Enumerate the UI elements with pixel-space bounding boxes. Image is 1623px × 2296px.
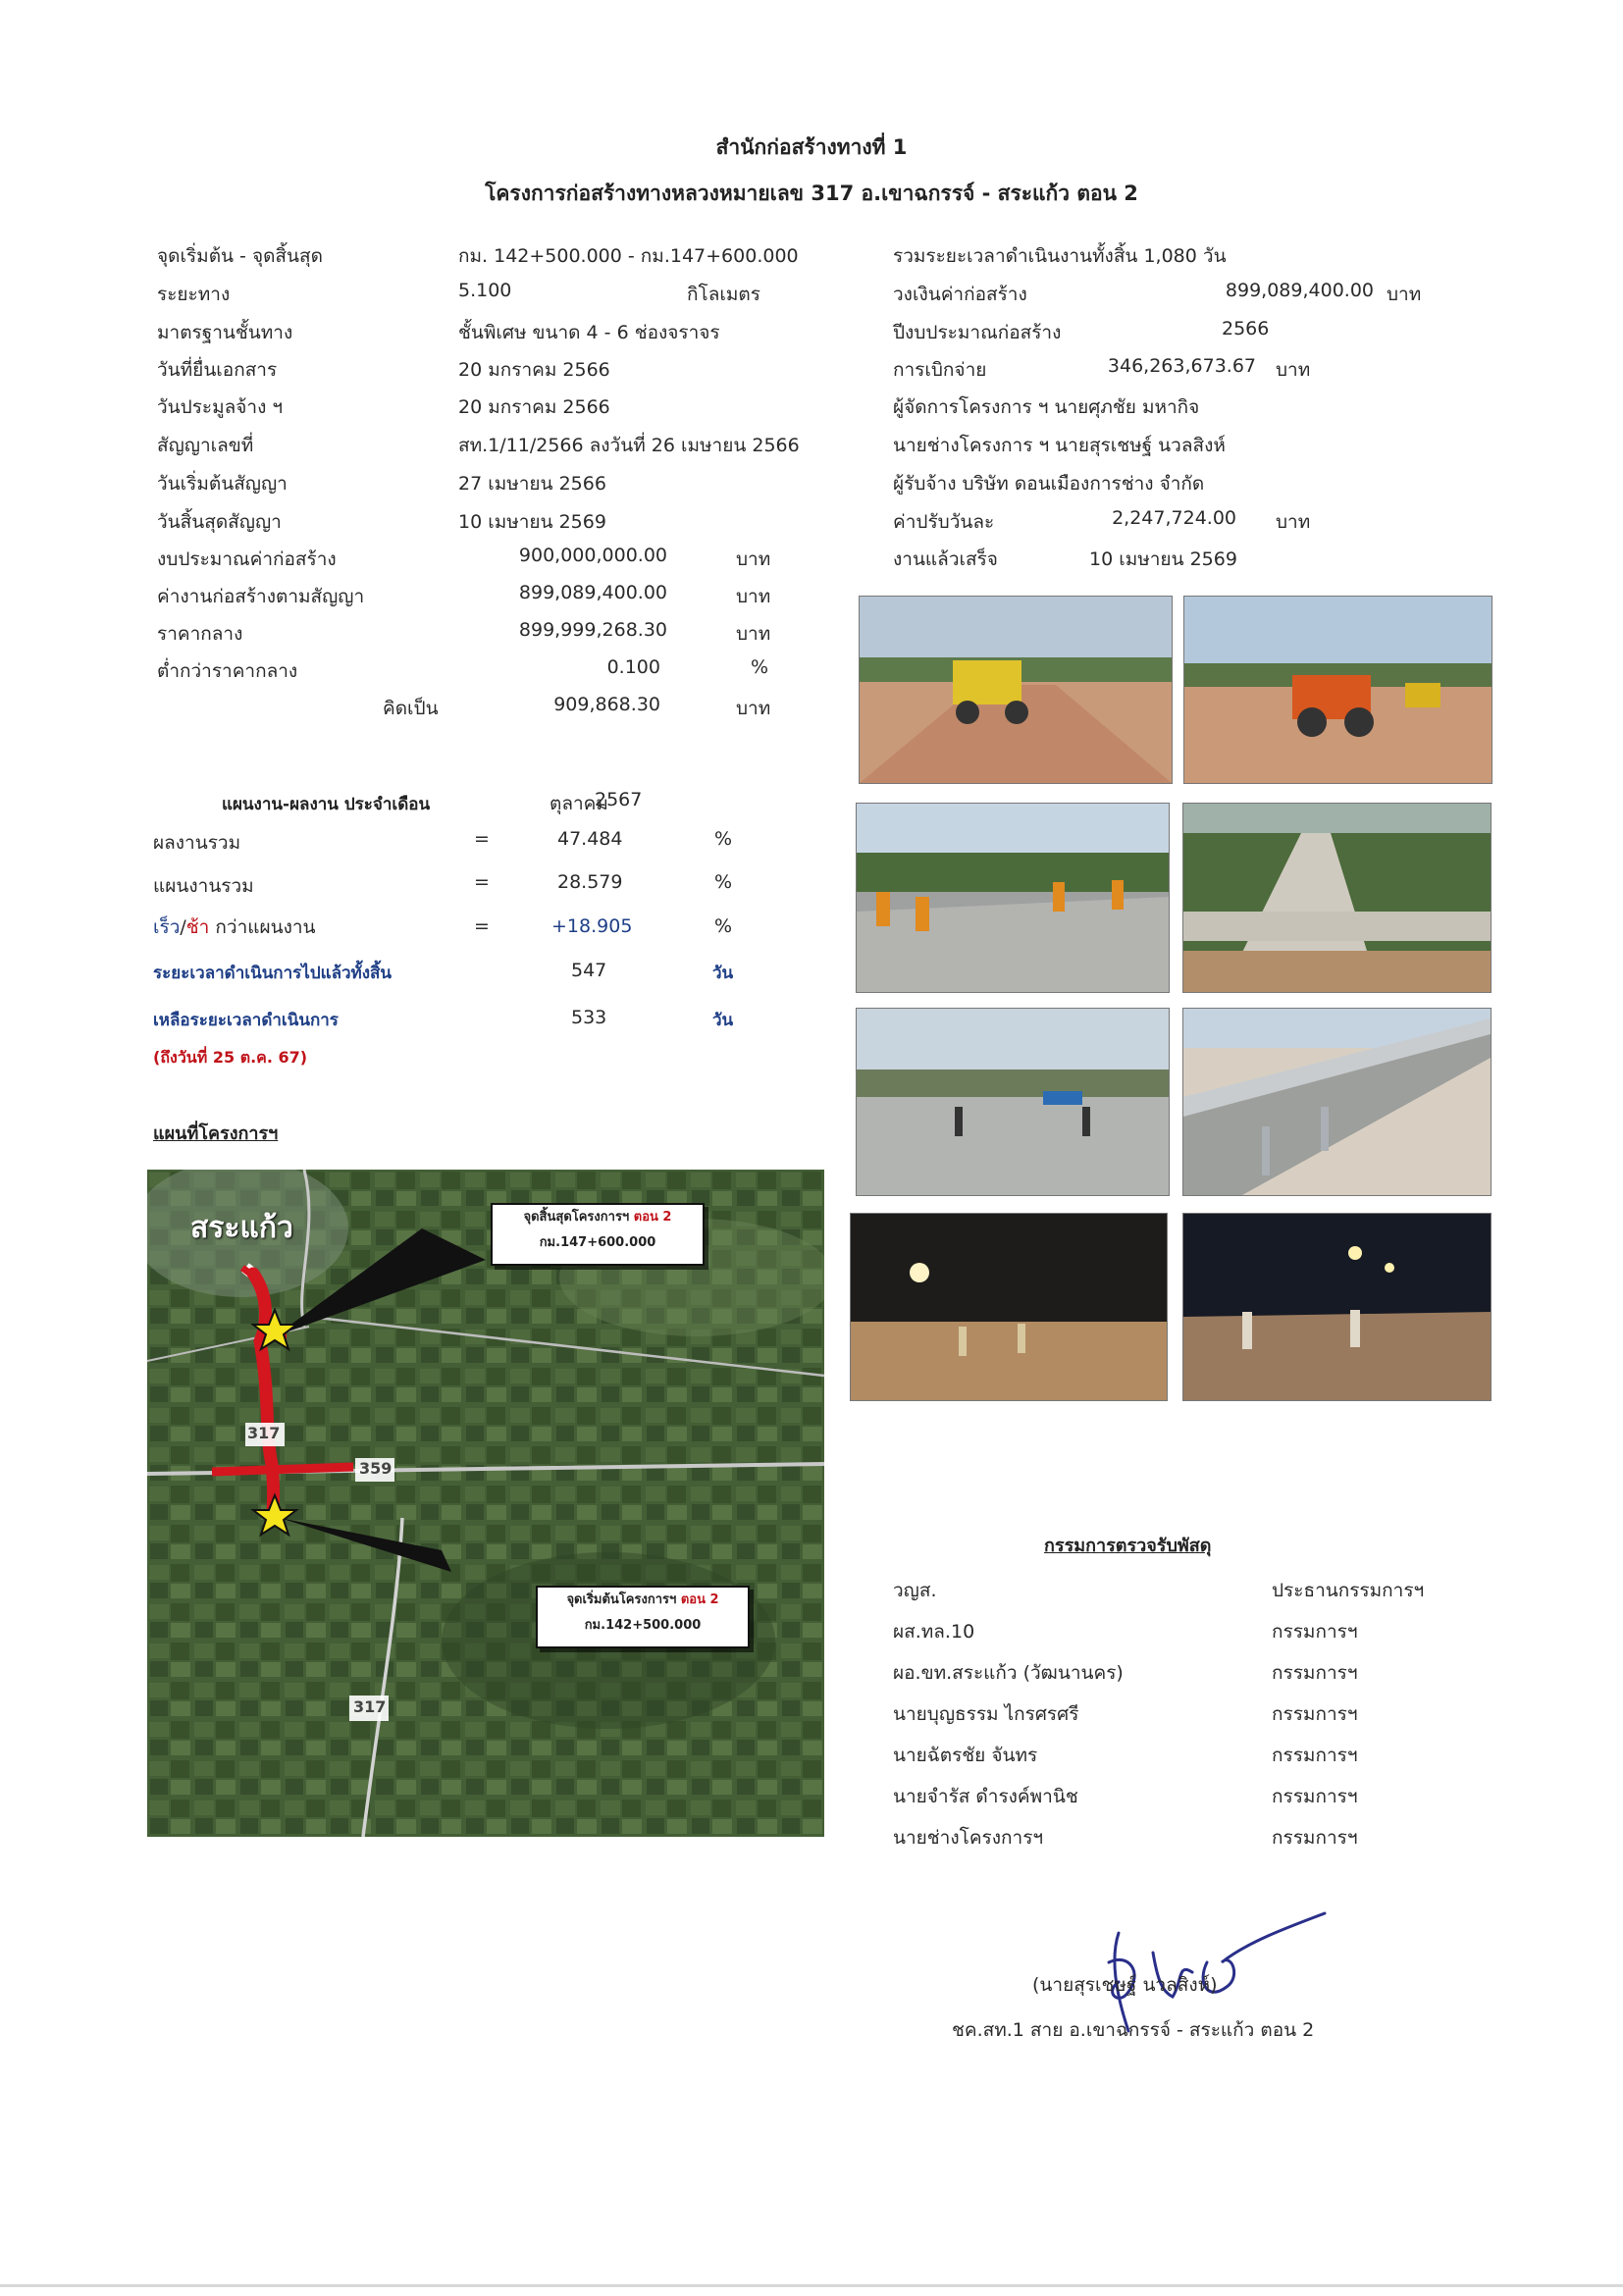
- committee-member-name: นายจำรัส ดำรงค์พานิช: [893, 1786, 1078, 1807]
- unit-remaining: วัน: [712, 1011, 734, 1030]
- value-standard: ชั้นพิเศษ ขนาด 4 - 6 ช่องจราจร: [458, 322, 720, 343]
- committee-member-role: กรรมการฯ: [1272, 1786, 1358, 1807]
- start-point-section: ตอน 2: [680, 1592, 719, 1607]
- committee-member-role: กรรมการฯ: [1272, 1662, 1358, 1684]
- label-start-end: จุดเริ่มต้น - จุดสิ้นสุด: [157, 245, 323, 267]
- unit-actual: %: [714, 828, 733, 850]
- value-budget: 900,000,000.00: [518, 545, 667, 566]
- label-plan: แผนงานรวม: [153, 875, 254, 897]
- site-photo-night-work: [850, 1213, 1168, 1401]
- label-elapsed: ระยะเวลาดำเนินการไปแล้วทั้งสิ้น: [153, 964, 393, 983]
- unit-budget: บาท: [736, 548, 771, 570]
- unit-median-price: บาท: [736, 623, 771, 645]
- value-construction-budget: 899,089,400.00: [1225, 280, 1374, 301]
- value-contract-no: สท.1/11/2566 ลงวันที่ 26 เมษายน 2566: [458, 435, 800, 456]
- label-distance: ระยะทาง: [157, 284, 231, 305]
- unit-distance: กิโลเมตร: [687, 284, 760, 305]
- site-photo-bridge-deck: [856, 1008, 1170, 1196]
- signatory-name: (นายสุรเชษฐ์ นวลสิงห์): [1032, 1974, 1218, 1996]
- route-shield-359: 359: [359, 1459, 393, 1478]
- signatory-position: ชค.สท.1 สาย อ.เขาฉกรรจ์ - สระแก้ว ตอน 2: [952, 2019, 1315, 2041]
- value-remaining: 533: [571, 1007, 607, 1028]
- unit-daily-fine: บาท: [1276, 511, 1311, 533]
- committee-member-role: กรรมการฯ: [1272, 1621, 1358, 1643]
- value-contract-end: 10 เมษายน 2569: [458, 511, 606, 533]
- label-ahead-behind: [153, 913, 316, 942]
- start-point-callout: [536, 1586, 750, 1648]
- value-submit-date: 20 มกราคม 2566: [458, 359, 610, 381]
- unit-contract-value: บาท: [736, 586, 771, 607]
- unit-construction-budget: บาท: [1387, 284, 1422, 305]
- value-equivalent: 909,868.30: [553, 694, 660, 715]
- unit-variance: %: [714, 915, 733, 937]
- committee-member-role: กรรมการฯ: [1272, 1827, 1358, 1849]
- value-below-median: 0.100: [606, 656, 660, 678]
- end-point-callout: [491, 1203, 705, 1266]
- committee-member-name: นายฉัตรชัย จันทร: [893, 1745, 1038, 1766]
- project-map: [147, 1170, 824, 1837]
- map-town-label: สระแก้ว: [190, 1211, 293, 1245]
- label-contract-end: วันสิ้นสุดสัญญา: [157, 511, 282, 533]
- unit-below-median: %: [751, 656, 769, 678]
- office-title: สำนักก่อสร้างทางที่ 1: [715, 135, 908, 159]
- project-title: โครงการก่อสร้างทางหลวงหมายเลข 317 อ.เขาฉกรรจ์ - สระแก้ว ตอน 2: [485, 182, 1138, 205]
- photo-guardrail-image: [1183, 1009, 1491, 1195]
- value-completion: 10 เมษายน 2569: [1089, 548, 1237, 570]
- label-budget: งบประมาณค่าก่อสร้าง: [157, 548, 337, 570]
- label-completion: งานแล้วเสร็จ: [893, 548, 998, 570]
- value-median-price: 899,999,268.30: [518, 619, 667, 641]
- value-elapsed: 547: [571, 960, 607, 981]
- end-point-section: ตอน 2: [633, 1210, 672, 1225]
- label-disbursement: การเบิกจ่าย: [893, 359, 987, 381]
- committee-member-role: กรรมการฯ: [1272, 1745, 1358, 1766]
- unit-elapsed: วัน: [712, 964, 734, 983]
- eq-actual: =: [474, 828, 490, 850]
- unit-equivalent: บาท: [736, 698, 771, 719]
- value-variance: +18.905: [551, 915, 633, 937]
- site-photo-grader: [859, 596, 1173, 784]
- route-shield-317-north: 317: [247, 1424, 281, 1442]
- photo-aerial-image: [1183, 804, 1491, 992]
- label-median-price: ราคากลาง: [157, 623, 243, 645]
- label-slow: ช้า: [185, 916, 210, 938]
- value-disbursement: 346,263,673.67: [1107, 355, 1256, 377]
- progress-year: 2567: [595, 789, 643, 810]
- progress-heading: แผนงาน-ผลงาน ประจำเดือน: [222, 795, 431, 814]
- value-contract-value: 899,089,400.00: [518, 582, 667, 603]
- end-point-label: จุดสิ้นสุดโครงการฯ: [523, 1210, 630, 1225]
- label-contract-start: วันเริ่มต้นสัญญา: [157, 473, 288, 495]
- label-fast: เร็ว: [153, 916, 181, 938]
- photo-concrete-image: [857, 804, 1169, 992]
- site-photo-concrete-crew: [856, 803, 1170, 993]
- value-contract-start: 27 เมษายน 2566: [458, 473, 606, 495]
- unit-disbursement: บาท: [1276, 359, 1311, 381]
- committee-member-name: นายช่างโครงการฯ: [893, 1827, 1044, 1849]
- value-actual: 47.484: [557, 828, 623, 850]
- photo-night-image: [851, 1214, 1167, 1400]
- value-distance: 5.100: [458, 280, 512, 301]
- photo-roller-image: [1184, 597, 1492, 783]
- start-point-km: กม.142+500.000: [584, 1618, 702, 1633]
- committee-member-role: กรรมการฯ: [1272, 1703, 1358, 1725]
- committee-member-name: วญส.: [893, 1580, 937, 1601]
- photo-bridge-image: [857, 1009, 1169, 1195]
- site-photo-guardrail: [1182, 1008, 1492, 1196]
- label-vs-plan: กว่าแผนงาน: [209, 916, 316, 938]
- map-heading: แผนที่โครงการฯ: [153, 1123, 279, 1144]
- value-start-end: กม. 142+500.000 - กม.147+600.000: [458, 245, 799, 267]
- label-submit-date: วันที่ยื่นเอกสาร: [157, 359, 278, 381]
- contractor: ผู้รับจ้าง บริษัท ดอนเมืองการช่าง จำกัด: [893, 473, 1205, 495]
- committee-member-name: ผอ.ขท.สระแก้ว (วัฒนานคร): [893, 1662, 1124, 1684]
- value-bid-date: 20 มกราคม 2566: [458, 396, 610, 418]
- photo-grader-image: [860, 597, 1172, 783]
- end-point-km: กม.147+600.000: [539, 1235, 656, 1250]
- site-photo-roller: [1183, 596, 1492, 784]
- start-point-label: จุดเริ่มต้นโครงการฯ: [566, 1592, 677, 1607]
- map-satellite: [147, 1170, 824, 1837]
- label-contract-value: ค่างานก่อสร้างตามสัญญา: [157, 586, 365, 607]
- photo-survey-image: [1183, 1214, 1491, 1400]
- site-photo-aerial: [1182, 803, 1492, 993]
- eq-plan: =: [474, 871, 490, 893]
- committee-member-role: ประธานกรรมการฯ: [1272, 1580, 1425, 1601]
- committee-member-name: นายบุญธรรม ไกรศรศรี: [893, 1703, 1079, 1725]
- as-of-date: (ถึงวันที่ 25 ต.ค. 67): [153, 1048, 308, 1067]
- label-standard: มาตรฐานชั้นทาง: [157, 322, 293, 343]
- label-daily-fine: ค่าปรับวันละ: [893, 511, 995, 533]
- label-construction-budget: วงเงินค่าก่อสร้าง: [893, 284, 1027, 305]
- bottom-border: [0, 2284, 1623, 2287]
- label-slash: /: [180, 916, 186, 938]
- committee-heading: กรรมการตรวจรับพัสดุ: [1044, 1536, 1212, 1556]
- route-shield-317-south: 317: [353, 1697, 387, 1716]
- label-below-median: ต่ำกว่าราคากลาง: [157, 660, 298, 682]
- eq-variance: =: [474, 915, 490, 937]
- label-actual: ผลงานรวม: [153, 832, 241, 854]
- progress-month: ตุลาคม: [550, 793, 608, 814]
- label-remaining: เหลือระยะเวลาดำเนินการ: [153, 1011, 339, 1030]
- project-engineer: นายช่างโครงการ ฯ นายสุรเชษฐ์ นวลสิงห์: [893, 435, 1226, 456]
- label-bid-date: วันประมูลจ้าง ฯ: [157, 396, 284, 418]
- value-fiscal-year: 2566: [1222, 318, 1270, 339]
- project-manager: ผู้จัดการโครงการ ฯ นายศุภชัย มหากิจ: [893, 396, 1200, 418]
- unit-plan: %: [714, 871, 733, 893]
- label-contract-no: สัญญาเลขที่: [157, 435, 254, 456]
- label-fiscal-year: ปีงบประมาณก่อสร้าง: [893, 322, 1062, 343]
- total-duration: รวมระยะเวลาดำเนินงานทั้งสิ้น 1,080 วัน: [893, 245, 1227, 267]
- value-plan: 28.579: [557, 871, 623, 893]
- committee-member-name: ผส.ทล.10: [893, 1621, 975, 1643]
- label-equivalent: คิดเป็น: [383, 698, 439, 719]
- site-photo-night-survey: [1182, 1213, 1492, 1401]
- value-daily-fine: 2,247,724.00: [1112, 507, 1236, 529]
